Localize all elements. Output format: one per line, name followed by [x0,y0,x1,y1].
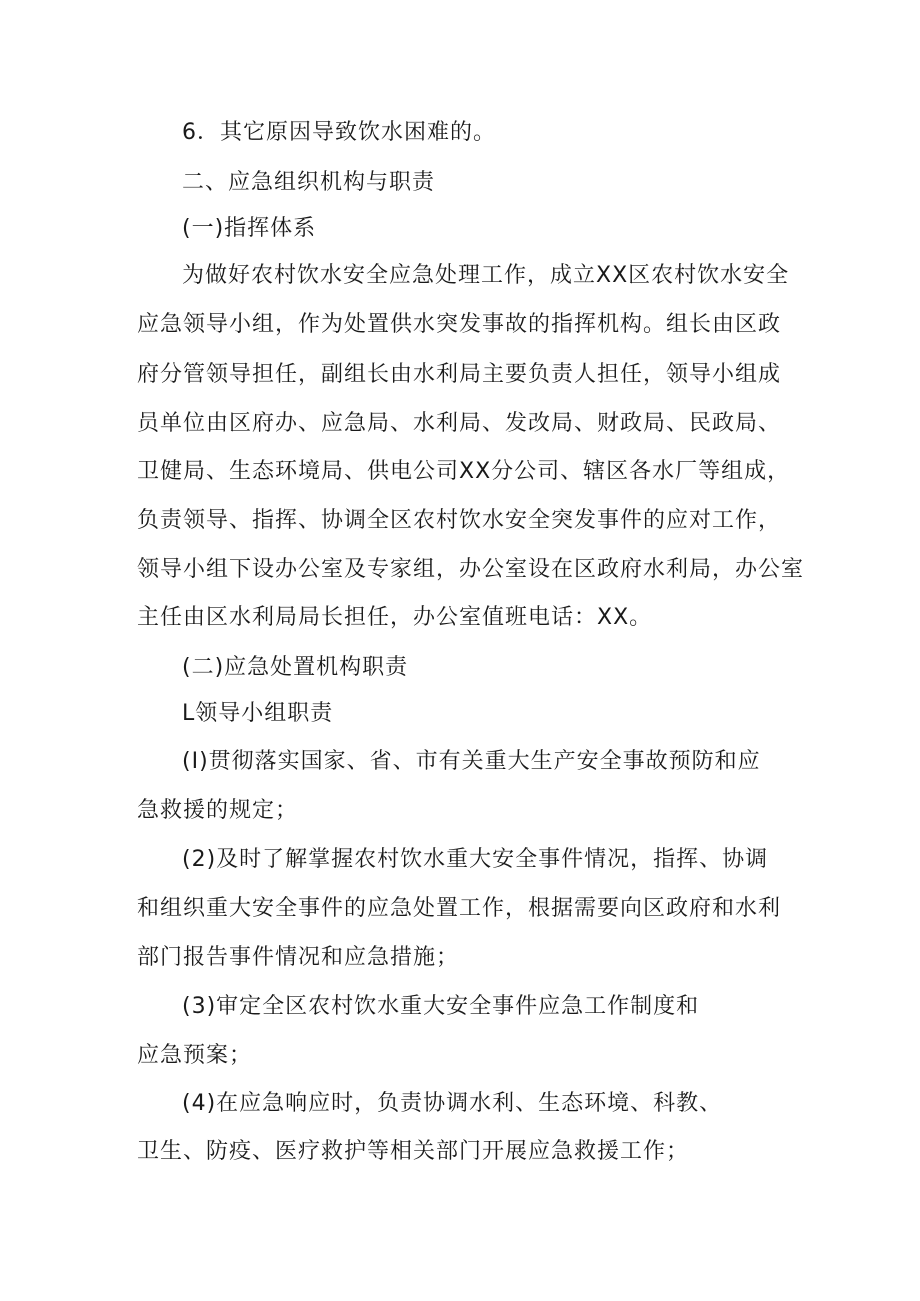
subsection-heading: (一)指挥体系 [182,216,317,241]
text-line: (2)及时了解掌握农村饮水重大安全事件情况，指挥、协调 [182,847,769,872]
text-line: 员单位由区府办、应急局、水利局、发改局、财政局、民政局、 [137,411,782,436]
item-heading: L领导小组职责 [182,701,334,726]
text-line: 领导小组下设办公室及专家组，办公室设在区政府水利局，办公室 [137,557,805,582]
subsection-heading: (二)应急处置机构职责 [182,655,409,680]
text-line: 卫健局、生态环境局、供电公司XX分公司、辖区各水厂等组成， [137,459,791,484]
text-line: 和组织重大安全事件的应急处置工作，根据需要向区政府和水利 [137,896,782,921]
text-line: 卫生、防疫、医疗救护等相关部门开展应急救援工作； [137,1139,690,1164]
section-heading: 二、应急组织机构与职责 [182,170,436,195]
text-line: 6．其它原因导致饮水困难的。 [182,120,496,145]
text-line: 急救援的规定； [137,798,299,823]
text-line: 应急领导小组，作为处置供水突发事故的指挥机构。组长由区政 [137,312,782,337]
text-line: (3)审定全区农村饮水重大安全事件应急工作制度和 [182,994,700,1019]
text-line: 负责领导、指挥、协调全区农村饮水安全突发事件的应对工作， [137,508,782,533]
text-line: 部门报告事件情况和应急措施； [137,945,460,970]
text-line: (I)贯彻落实国家、省、市有关重大生产安全事故预防和应 [182,749,761,774]
text-line: (4)在应急响应时，负责协调水利、生态环境、科教、 [182,1091,723,1116]
text-line: 主任由区水利局局长担任，办公室值班电话：XX。 [137,605,653,630]
text-line: 为做好农村饮水安全应急处理工作，成立XX区农村饮水安全 [182,263,790,288]
text-line: 应急预案； [137,1043,253,1068]
text-line: 府分管领导担任，副组长由水利局主要负责人担任，领导小组成 [137,362,782,387]
